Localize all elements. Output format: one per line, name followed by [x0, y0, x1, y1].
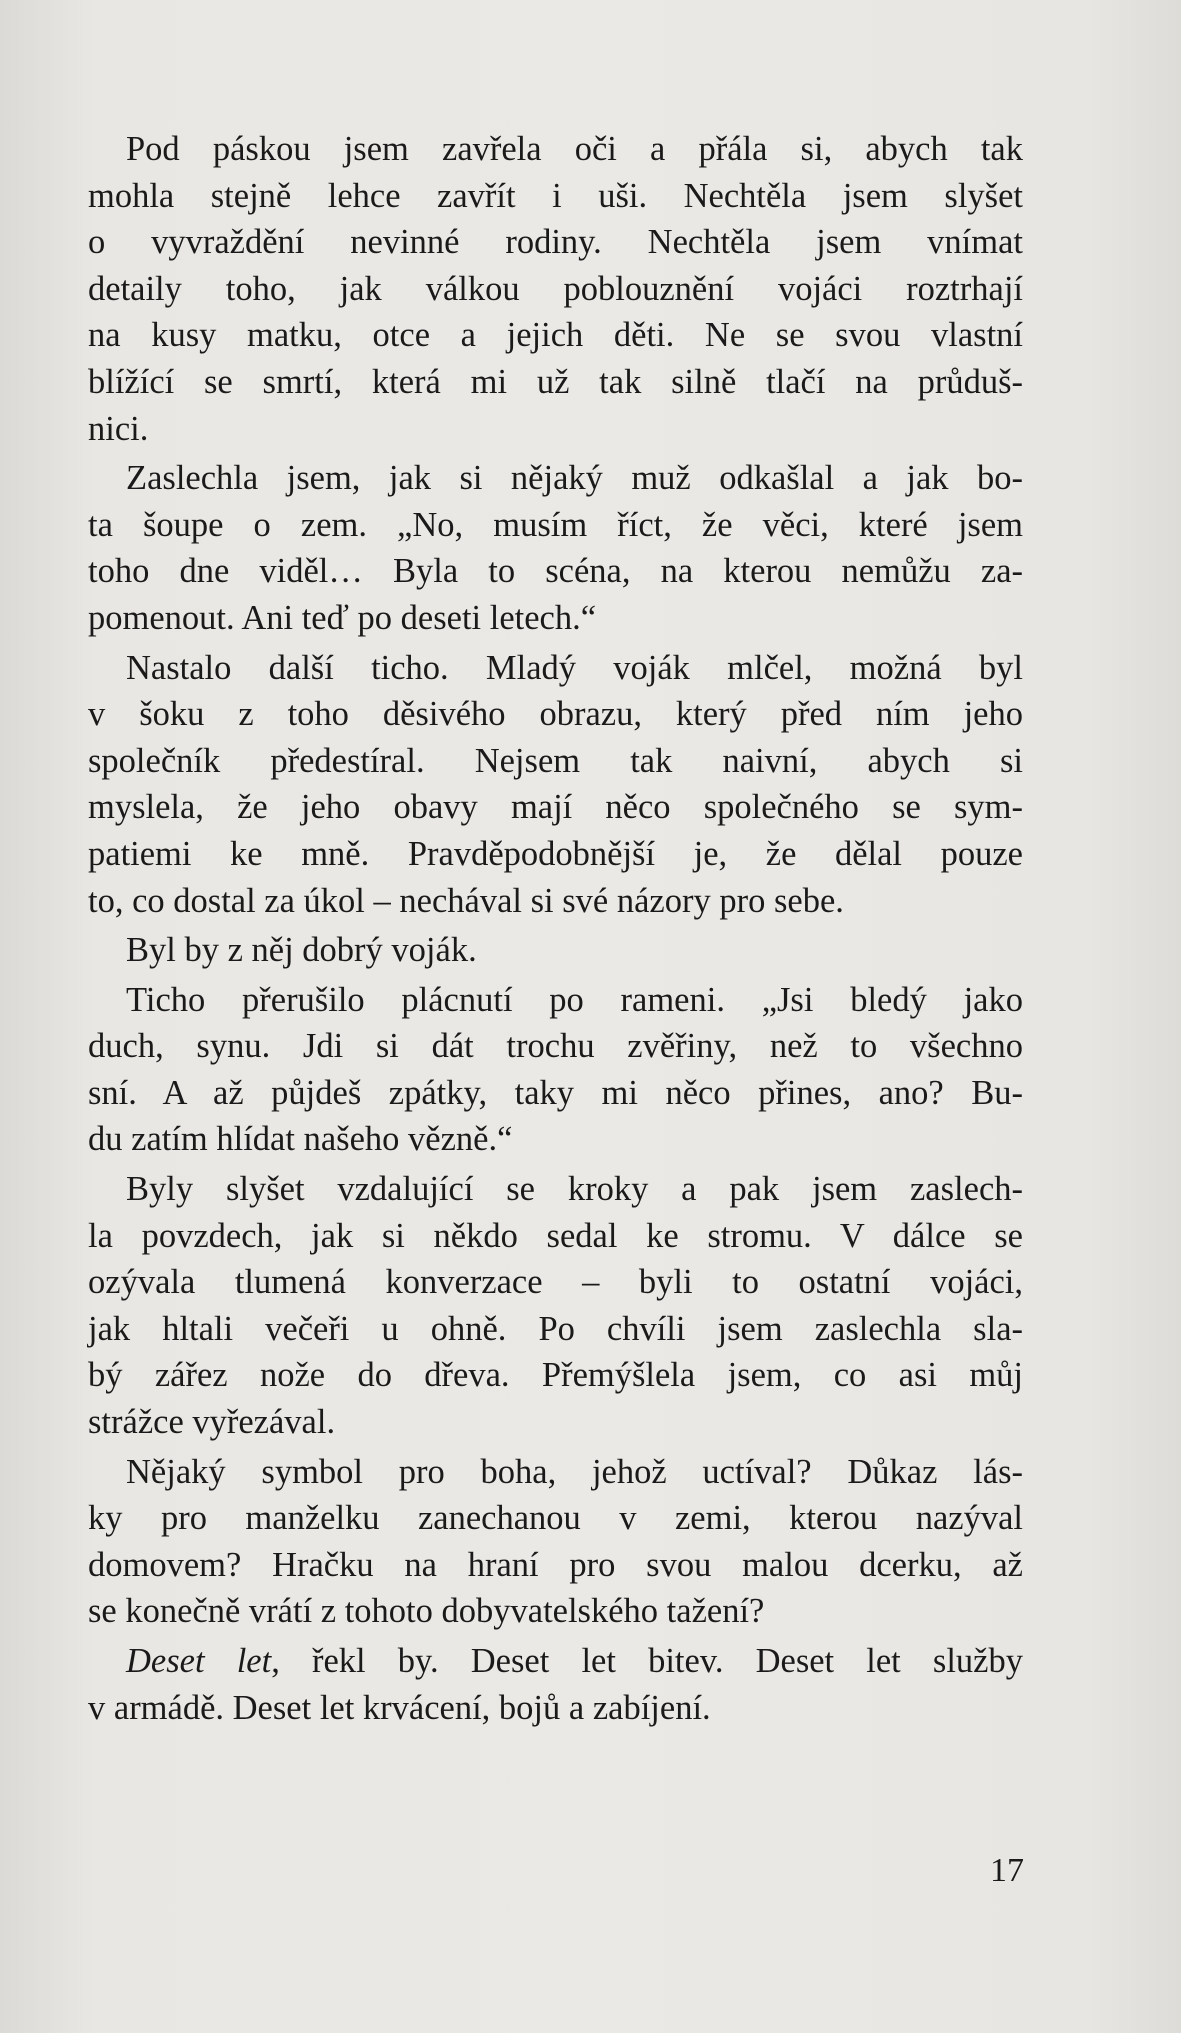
body-text	[88, 126, 1023, 1731]
text-line: to, co dostal za úkol – nechával si své názory pro sebe.	[88, 881, 844, 920]
text-line: toho dne viděl… Byla to scéna, na kterou nemůžu za-	[88, 552, 1023, 591]
text-line: strážce vyřezával.	[88, 1403, 336, 1442]
text-line: myslela, že jeho obavy mají něco společného se sym-	[88, 788, 1023, 827]
paragraph	[88, 977, 1023, 1163]
text-line: du zatím hlídat našeho vězně.“	[88, 1120, 513, 1159]
paragraph	[88, 1449, 1023, 1635]
paragraph	[88, 645, 1023, 925]
text-line: se konečně vrátí z tohoto dobyvatelského tažení?	[88, 1592, 765, 1631]
paragraph	[88, 927, 1023, 974]
paragraph	[88, 455, 1023, 641]
text-line: Byly slyšet vzdalující se kroky a pak jsem zaslech-	[126, 1170, 1023, 1209]
text-line: Byl by z něj dobrý voják.	[126, 931, 477, 970]
text-line: jak hltali večeři u ohně. Po chvíli jsem zaslechla sla-	[88, 1309, 1023, 1348]
text-line-rest: , řekl by. Deset let bitev. Deset let služby	[271, 1642, 1023, 1680]
text-line: duch, synu. Jdi si dát trochu zvěřiny, než to všechno	[88, 1027, 1023, 1066]
text-line: detaily toho, jak válkou poblouznění vojáci roztrhají	[88, 269, 1023, 308]
text-line: Nastalo další ticho. Mladý voják mlčel, možná byl	[126, 648, 1023, 687]
text-line: domovem? Hračku na hraní pro svou malou dcerku, až	[88, 1545, 1023, 1584]
text-line: nici.	[88, 409, 149, 448]
paragraph	[88, 1638, 1023, 1731]
text-line: bý zářez nože do dřeva. Přemýšlela jsem, co asi můj	[88, 1356, 1023, 1395]
text-line: blížící se smrtí, která mi už tak silně tlačí na průduš-	[88, 362, 1023, 401]
text-line: patiemi ke mně. Pravděpodobnější je, že dělal pouze	[88, 834, 1023, 873]
text-line: ozývala tlumená konverzace – byli to ostatní vojáci,	[88, 1263, 1023, 1302]
text-line: sní. A až půjdeš zpátky, taky mi něco přines, ano? Bu-	[88, 1073, 1023, 1112]
text-line: Zaslechla jsem, jak si nějaký muž odkašlal a jak bo-	[126, 459, 1023, 498]
paragraph	[88, 1166, 1023, 1446]
paragraph	[88, 126, 1023, 452]
text-line: mohla stejně lehce zavřít i uši. Nechtěla jsem slyšet	[88, 176, 1023, 215]
page-number: 17	[990, 1852, 1024, 1889]
text-line: o vyvraždění nevinné rodiny. Nechtěla jsem vnímat	[88, 223, 1023, 262]
text-line: ky pro manželku zanechanou v zemi, kterou nazýval	[88, 1499, 1023, 1538]
italic-phrase: Deset let	[126, 1642, 272, 1680]
text-line: společník předestíral. Nejsem tak naivní, abych si	[88, 741, 1023, 780]
text-line: Nějaký symbol pro boha, jehož uctíval? Důkaz lás-	[126, 1452, 1023, 1491]
text-line: Ticho přerušilo plácnutí po rameni. „Jsi bledý jako	[126, 980, 1023, 1019]
text-line: v armádě. Deset let krvácení, bojů a zabíjení.	[88, 1688, 711, 1727]
text-line: v šoku z toho děsivého obrazu, který před ním jeho	[88, 695, 1023, 734]
text-line: na kusy matku, otce a jejich děti. Ne se svou vlastní	[88, 316, 1023, 355]
text-line: Pod páskou jsem zavřela oči a přála si, abych tak	[126, 130, 1023, 168]
text-line	[88, 1638, 1023, 1685]
text-line: pomenout. Ani teď po deseti letech.“	[88, 598, 597, 637]
text-line: la povzdech, jak si někdo sedal ke stromu. V dálce se	[88, 1216, 1023, 1255]
text-line: ta šoupe o zem. „No, musím říct, že věci, které jsem	[88, 505, 1023, 544]
